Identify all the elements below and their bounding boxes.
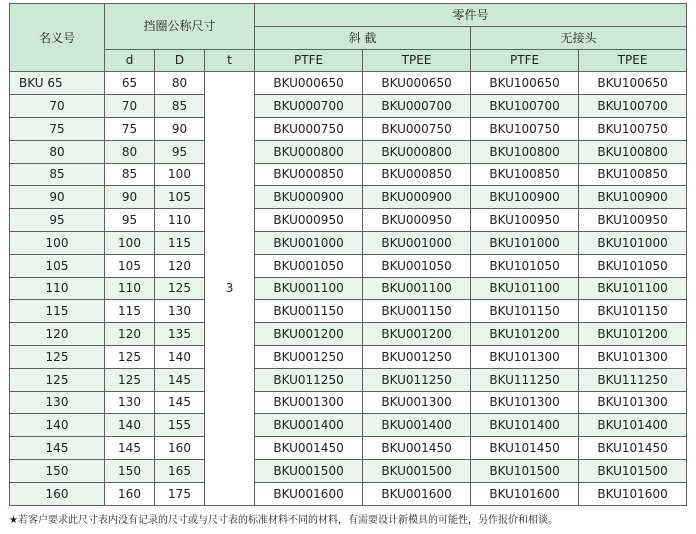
D-cell: 110 — [155, 209, 205, 232]
d-cell: 100 — [105, 231, 155, 254]
ptfe-endless-cell: BKU101050 — [471, 254, 579, 277]
nominal-cell: 80 — [10, 140, 105, 163]
nominal-cell: 145 — [10, 437, 105, 460]
ptfe-bevel-cell: BKU001450 — [255, 437, 363, 460]
d-cell: 145 — [105, 437, 155, 460]
D-cell: 120 — [155, 254, 205, 277]
tpee-bevel-cell: BKU001400 — [363, 414, 471, 437]
nominal-cell: 140 — [10, 414, 105, 437]
tpee-endless-cell: BKU100750 — [579, 117, 687, 140]
d-cell: 140 — [105, 414, 155, 437]
D-cell: 165 — [155, 459, 205, 482]
ptfe-endless-cell: BKU101150 — [471, 300, 579, 323]
ptfe-endless-cell: BKU100850 — [471, 163, 579, 186]
ptfe-endless-cell: BKU100650 — [471, 72, 579, 95]
nominal-cell: 85 — [10, 163, 105, 186]
ptfe-endless-cell: BKU101300 — [471, 391, 579, 414]
D-cell: 95 — [155, 140, 205, 163]
tpee-endless-cell: BKU111250 — [579, 368, 687, 391]
table-row — [10, 300, 687, 323]
d-cell: 125 — [105, 345, 155, 368]
d-cell: 150 — [105, 459, 155, 482]
D-cell: 125 — [155, 277, 205, 300]
tpee-endless-cell: BKU101400 — [579, 414, 687, 437]
D-cell: 145 — [155, 368, 205, 391]
ptfe-bevel-cell: BKU001150 — [255, 300, 363, 323]
tpee-endless-cell: BKU100700 — [579, 95, 687, 118]
tpee-bevel-cell: BKU000800 — [363, 140, 471, 163]
table-row — [10, 231, 687, 254]
d-cell: 80 — [105, 140, 155, 163]
ptfe-bevel-cell: BKU000700 — [255, 95, 363, 118]
ptfe-endless-cell: BKU101000 — [471, 231, 579, 254]
nominal-header: 名义号 — [10, 4, 105, 72]
tpee-endless-cell: BKU101300 — [579, 391, 687, 414]
tpee-bevel-cell: BKU001150 — [363, 300, 471, 323]
tpee-bevel-cell: BKU011250 — [363, 368, 471, 391]
d-cell: 95 — [105, 209, 155, 232]
table-row — [10, 209, 687, 232]
tpee-bevel-cell: BKU001000 — [363, 231, 471, 254]
d-cell: 160 — [105, 482, 155, 505]
d-cell: 125 — [105, 368, 155, 391]
table-row — [10, 117, 687, 140]
D-cell: 85 — [155, 95, 205, 118]
tpee-endless-cell: BKU101600 — [579, 482, 687, 505]
ptfe-endless-cell: BKU101300 — [471, 345, 579, 368]
tpee-bevel-cell: BKU000650 — [363, 72, 471, 95]
table-row — [10, 140, 687, 163]
table-row — [10, 186, 687, 209]
table-row — [10, 437, 687, 460]
tpee-bevel-cell: BKU000700 — [363, 95, 471, 118]
tpee-endless-cell: BKU101500 — [579, 459, 687, 482]
table-row — [10, 95, 687, 118]
d-cell: 110 — [105, 277, 155, 300]
tpee-endless-cell: BKU100850 — [579, 163, 687, 186]
table-row — [10, 391, 687, 414]
tpee-bevel-cell: BKU001200 — [363, 323, 471, 346]
D-cell: 160 — [155, 437, 205, 460]
ptfe-endless-cell: BKU111250 — [471, 368, 579, 391]
ptfe-bevel-cell: BKU000650 — [255, 72, 363, 95]
nominal-cell: 90 — [10, 186, 105, 209]
t-cell: 3 — [205, 72, 255, 505]
table-row — [10, 163, 687, 186]
nominal-cell: 150 — [10, 459, 105, 482]
spec-table — [9, 3, 687, 506]
ptfe-bevel-cell: BKU000850 — [255, 163, 363, 186]
tpee-bevel-cell: BKU000950 — [363, 209, 471, 232]
tpee-bevel-cell: BKU001100 — [363, 277, 471, 300]
tpee-endless-cell: BKU101050 — [579, 254, 687, 277]
nominal-cell: 160 — [10, 482, 105, 505]
tpee-endless-cell: BKU101300 — [579, 345, 687, 368]
tpee-endless-cell: BKU101000 — [579, 231, 687, 254]
d-cell: 65 — [105, 72, 155, 95]
tpee-endless-cell: BKU101100 — [579, 277, 687, 300]
D-cell: 155 — [155, 414, 205, 437]
table-row — [10, 72, 687, 95]
d-cell: 115 — [105, 300, 155, 323]
tpee-bevel-cell: BKU001250 — [363, 345, 471, 368]
nominal-cell: 105 — [10, 254, 105, 277]
ptfe-bevel-cell: BKU001200 — [255, 323, 363, 346]
nominal-cell: 70 — [10, 95, 105, 118]
ptfe-bevel-cell: BKU001500 — [255, 459, 363, 482]
D-cell: 130 — [155, 300, 205, 323]
ptfe-bevel-cell: BKU000750 — [255, 117, 363, 140]
table-row — [10, 323, 687, 346]
size-group-header: 挡圈公称尺寸 — [105, 4, 255, 50]
ptfe-endless-cell: BKU100750 — [471, 117, 579, 140]
ptfe-bevel-cell: BKU000800 — [255, 140, 363, 163]
D-cell: 140 — [155, 345, 205, 368]
D-cell: 80 — [155, 72, 205, 95]
tpee-bevel-header: TPEE — [363, 49, 471, 72]
ptfe-bevel-cell: BKU001300 — [255, 391, 363, 414]
table-header — [10, 4, 687, 72]
tpee-endless-cell: BKU100800 — [579, 140, 687, 163]
ptfe-bevel-cell: BKU001000 — [255, 231, 363, 254]
table-row — [10, 414, 687, 437]
d-cell: 105 — [105, 254, 155, 277]
ptfe-endless-cell: BKU101200 — [471, 323, 579, 346]
D-cell: 145 — [155, 391, 205, 414]
table-row — [10, 368, 687, 391]
tpee-bevel-cell: BKU000850 — [363, 163, 471, 186]
ptfe-bevel-cell: BKU001600 — [255, 482, 363, 505]
tpee-bevel-cell: BKU001600 — [363, 482, 471, 505]
footnote: ★若客户要求此尺寸表内没有记录的尺寸或与尺寸表的标准材料不同的材料，有需要设计新模具的可能性，另作报价和相谈。 — [9, 515, 558, 526]
D-cell: 175 — [155, 482, 205, 505]
bevel-cut-header: 斜 截 — [255, 26, 471, 49]
d-header: d — [105, 49, 155, 72]
ptfe-endless-cell: BKU101600 — [471, 482, 579, 505]
nominal-cell: BKU 65 — [10, 72, 105, 95]
ptfe-endless-cell: BKU100950 — [471, 209, 579, 232]
D-cell: 135 — [155, 323, 205, 346]
ptfe-bevel-cell: BKU001100 — [255, 277, 363, 300]
part-group-header: 零件号 — [255, 4, 687, 27]
ptfe-bevel-cell: BKU001050 — [255, 254, 363, 277]
table-row — [10, 277, 687, 300]
ptfe-endless-header: PTFE — [471, 49, 579, 72]
d-cell: 75 — [105, 117, 155, 140]
table-row — [10, 482, 687, 505]
nominal-cell: 75 — [10, 117, 105, 140]
nominal-cell: 115 — [10, 300, 105, 323]
endless-header: 无接头 — [471, 26, 687, 49]
ptfe-bevel-cell: BKU001250 — [255, 345, 363, 368]
tpee-endless-header: TPEE — [579, 49, 687, 72]
header-row-1 — [10, 4, 687, 27]
ptfe-endless-cell: BKU100700 — [471, 95, 579, 118]
tpee-bevel-cell: BKU001300 — [363, 391, 471, 414]
ptfe-bevel-header: PTFE — [255, 49, 363, 72]
nominal-cell: 95 — [10, 209, 105, 232]
ptfe-endless-cell: BKU101450 — [471, 437, 579, 460]
D-header: D — [155, 49, 205, 72]
d-cell: 70 — [105, 95, 155, 118]
D-cell: 90 — [155, 117, 205, 140]
table-row — [10, 345, 687, 368]
D-cell: 115 — [155, 231, 205, 254]
t-header: t — [205, 49, 255, 72]
nominal-cell: 120 — [10, 323, 105, 346]
tpee-bevel-cell: BKU001500 — [363, 459, 471, 482]
nominal-cell: 125 — [10, 368, 105, 391]
d-cell: 85 — [105, 163, 155, 186]
tpee-endless-cell: BKU101450 — [579, 437, 687, 460]
ptfe-endless-cell: BKU100900 — [471, 186, 579, 209]
D-cell: 100 — [155, 163, 205, 186]
nominal-cell: 100 — [10, 231, 105, 254]
ptfe-endless-cell: BKU101100 — [471, 277, 579, 300]
nominal-cell: 130 — [10, 391, 105, 414]
tpee-bevel-cell: BKU001050 — [363, 254, 471, 277]
d-cell: 120 — [105, 323, 155, 346]
ptfe-bevel-cell: BKU000950 — [255, 209, 363, 232]
tpee-bevel-cell: BKU000750 — [363, 117, 471, 140]
tpee-endless-cell: BKU100650 — [579, 72, 687, 95]
table-body — [10, 72, 687, 505]
table-row — [10, 459, 687, 482]
ptfe-bevel-cell: BKU000900 — [255, 186, 363, 209]
tpee-endless-cell: BKU101200 — [579, 323, 687, 346]
d-cell: 90 — [105, 186, 155, 209]
ptfe-endless-cell: BKU101500 — [471, 459, 579, 482]
nominal-cell: 110 — [10, 277, 105, 300]
header-row-3 — [10, 49, 687, 72]
tpee-bevel-cell: BKU001450 — [363, 437, 471, 460]
ptfe-endless-cell: BKU101400 — [471, 414, 579, 437]
tpee-endless-cell: BKU100950 — [579, 209, 687, 232]
tpee-bevel-cell: BKU000900 — [363, 186, 471, 209]
nominal-cell: 125 — [10, 345, 105, 368]
table-row — [10, 254, 687, 277]
tpee-endless-cell: BKU100900 — [579, 186, 687, 209]
D-cell: 105 — [155, 186, 205, 209]
ptfe-bevel-cell: BKU011250 — [255, 368, 363, 391]
ptfe-bevel-cell: BKU001400 — [255, 414, 363, 437]
d-cell: 130 — [105, 391, 155, 414]
tpee-endless-cell: BKU101150 — [579, 300, 687, 323]
ptfe-endless-cell: BKU100800 — [471, 140, 579, 163]
